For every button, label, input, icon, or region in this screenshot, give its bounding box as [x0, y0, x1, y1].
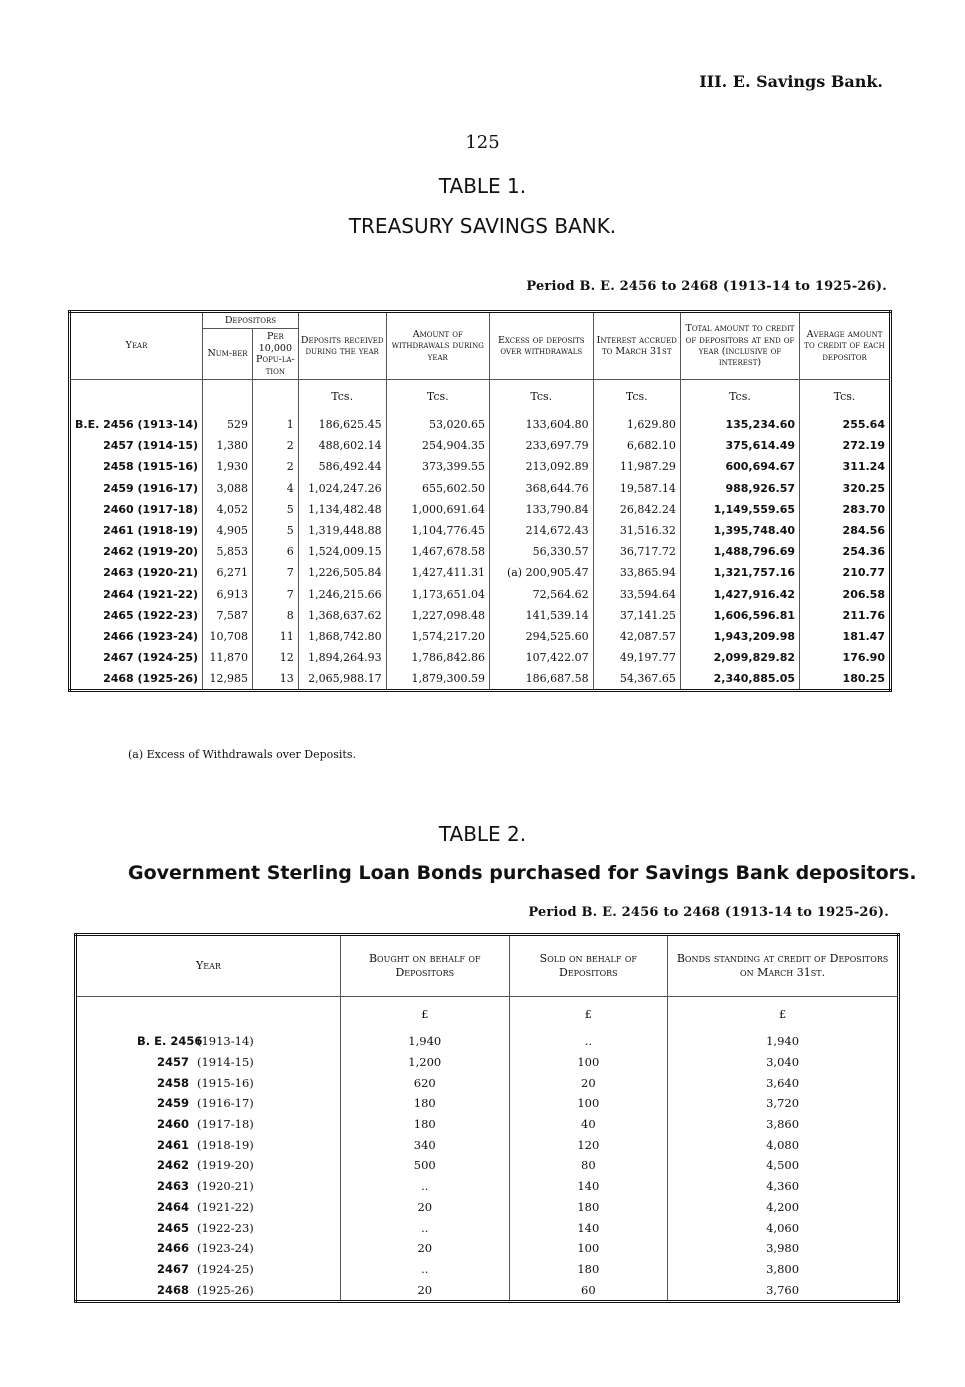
table-cell: 1,524,009.15: [298, 541, 386, 562]
table-row: [70, 520, 891, 541]
table-cell: [76, 1217, 341, 1238]
table-cell: 141,539.14: [489, 605, 593, 626]
table-row: [70, 562, 891, 583]
header-withdrawals: Amount of withdrawals during year: [386, 312, 489, 380]
table-cell: [76, 1072, 341, 1093]
table-cell: 620: [340, 1072, 509, 1093]
header-interest: Interest accrued to March 31st: [593, 312, 680, 380]
unit-label: £: [509, 997, 668, 1032]
table-cell: 13: [253, 668, 299, 691]
table-row: [70, 456, 891, 477]
header-depositors: Depositors: [203, 312, 299, 329]
table-cell: 1,321,757.16: [680, 562, 799, 583]
table-cell: 176.90: [800, 647, 891, 668]
table-cell: 340: [340, 1134, 509, 1155]
be-year: 2459: [156, 1096, 189, 1111]
table-cell: 20: [340, 1279, 509, 1301]
table-cell: 1,395,748.40: [680, 520, 799, 541]
table-cell: 100: [509, 1238, 668, 1259]
table-cell: 1,943,209.98: [680, 626, 799, 647]
be-year: 2461: [156, 1137, 189, 1152]
be-year: 2468: [156, 1282, 189, 1297]
table-cell: 4,360: [668, 1176, 899, 1197]
table-row: [76, 1134, 899, 1155]
table-row: [76, 1072, 899, 1093]
table-cell: 180: [509, 1259, 668, 1280]
table-cell: 5,853: [203, 541, 253, 562]
table-cell: 2463 (1920-21): [70, 562, 203, 583]
table-cell: ..: [340, 1259, 509, 1280]
table-cell: 7: [253, 562, 299, 583]
table-cell: ..: [340, 1217, 509, 1238]
table-cell: 1,227,098.48: [386, 605, 489, 626]
table-cell: 186,625.45: [298, 414, 386, 435]
table-cell: 10,708: [203, 626, 253, 647]
table-cell: [76, 1114, 341, 1135]
table-cell: [76, 1134, 341, 1155]
be-year: 2463: [156, 1179, 189, 1194]
table-cell: 3,980: [668, 1238, 899, 1259]
table-cell: 33,594.64: [593, 583, 680, 604]
table-cell: 2468 (1925-26): [70, 668, 203, 691]
table-cell: 254.36: [800, 541, 891, 562]
table-cell: 60: [509, 1279, 668, 1301]
table-cell: 988,926.57: [680, 478, 799, 499]
table-cell: 100: [509, 1052, 668, 1073]
be-year: 2466: [156, 1241, 189, 1256]
table-cell: 283.70: [800, 499, 891, 520]
table-cell: 6,271: [203, 562, 253, 583]
table-cell: (a) 200,905.47: [489, 562, 593, 583]
table-cell: [76, 1031, 341, 1052]
table-cell: 1,226,505.84: [298, 562, 386, 583]
table-row: [76, 1238, 899, 1259]
table-cell: 1,868,742.80: [298, 626, 386, 647]
table-cell: 2: [253, 456, 299, 477]
table-cell: 210.77: [800, 562, 891, 583]
table-cell: 120: [509, 1134, 668, 1155]
be-year: 2467: [156, 1261, 189, 1276]
table-cell: 214,672.43: [489, 520, 593, 541]
table-cell: 37,141.25: [593, 605, 680, 626]
table-cell: 180.25: [800, 668, 891, 691]
header-number: Num-ber: [203, 329, 253, 380]
year-range: (1924-25): [197, 1261, 254, 1276]
header-year: Year: [76, 935, 341, 997]
table-cell: ..: [340, 1176, 509, 1197]
table-cell: [76, 1259, 341, 1280]
table-row: [70, 414, 891, 435]
table-cell: 135,234.60: [680, 414, 799, 435]
table-cell: 6,913: [203, 583, 253, 604]
table-cell: 72,564.62: [489, 583, 593, 604]
table-cell: 54,367.65: [593, 668, 680, 691]
table-cell: [76, 1176, 341, 1197]
table-cell: 254,904.35: [386, 435, 489, 456]
table-cell: 1,380: [203, 435, 253, 456]
year-range: (1922-23): [197, 1220, 254, 1235]
table-cell: 4,060: [668, 1217, 899, 1238]
table-cell: 255.64: [800, 414, 891, 435]
header-total: Total amount to credit of depositors at end of year (inclusive of interest): [680, 312, 799, 380]
table2-period: Period B. E. 2456 to 2468 (1913-14 to 1925-26).: [528, 905, 889, 920]
table-cell: 272.19: [800, 435, 891, 456]
table-cell: 26,842.24: [593, 499, 680, 520]
header-standing: Bonds standing at credit of Depositors on March 31st.: [668, 935, 899, 997]
table1-period: Period B. E. 2456 to 2468 (1913-14 to 1925-26).: [526, 279, 887, 294]
table-cell: 2466 (1923-24): [70, 626, 203, 647]
table-cell: 1,629.80: [593, 414, 680, 435]
be-year: B. E. 2456: [137, 1034, 203, 1049]
table-cell: 3,720: [668, 1093, 899, 1114]
be-year: 2457: [156, 1055, 189, 1070]
table-row: [76, 1052, 899, 1073]
table-cell: 213,092.89: [489, 456, 593, 477]
year-range: (1913-14): [197, 1034, 254, 1049]
table-row: [76, 1197, 899, 1218]
table-cell: 7,587: [203, 605, 253, 626]
table-cell: 1,000,691.64: [386, 499, 489, 520]
header-bought: Bought on behalf of Depositors: [340, 935, 509, 997]
sterling-bonds-table: [74, 933, 900, 1303]
treasury-savings-table: [68, 310, 892, 692]
table-cell: 5: [253, 520, 299, 541]
table-cell: 4,052: [203, 499, 253, 520]
year-range: (1916-17): [197, 1096, 254, 1111]
year-range: (1917-18): [197, 1117, 254, 1132]
table-cell: 4: [253, 478, 299, 499]
table-cell: 373,399.55: [386, 456, 489, 477]
unit-label: Tcs.: [800, 379, 891, 414]
table-cell: 3,040: [668, 1052, 899, 1073]
table-row: [70, 499, 891, 520]
table-cell: 140: [509, 1217, 668, 1238]
table-cell: 1,940: [340, 1031, 509, 1052]
table-cell: 1,427,411.31: [386, 562, 489, 583]
page-number: 125: [465, 132, 500, 153]
table-row: [70, 626, 891, 647]
unit-label: Tcs.: [298, 379, 386, 414]
table-cell: 181.47: [800, 626, 891, 647]
table-cell: 40: [509, 1114, 668, 1135]
table-row: [76, 1217, 899, 1238]
table-cell: 4,500: [668, 1155, 899, 1176]
table-cell: 12,985: [203, 668, 253, 691]
unit-label: Tcs.: [386, 379, 489, 414]
table-cell: 2457 (1914-15): [70, 435, 203, 456]
table-cell: [76, 1155, 341, 1176]
table-cell: 20: [509, 1072, 668, 1093]
year-range: (1925-26): [197, 1282, 254, 1297]
table-cell: 3,760: [668, 1279, 899, 1301]
table-cell: 42,087.57: [593, 626, 680, 647]
table-cell: 2458 (1915-16): [70, 456, 203, 477]
table-cell: 284.56: [800, 520, 891, 541]
unit-label: Tcs.: [593, 379, 680, 414]
table-cell: 2462 (1919-20): [70, 541, 203, 562]
table-cell: 2459 (1916-17): [70, 478, 203, 499]
be-year: 2460: [156, 1117, 189, 1132]
be-year: 2465: [156, 1220, 189, 1235]
table-cell: 180: [340, 1093, 509, 1114]
table-cell: 488,602.14: [298, 435, 386, 456]
table-cell: 3,860: [668, 1114, 899, 1135]
table-cell: 1,940: [668, 1031, 899, 1052]
year-range: (1920-21): [197, 1179, 254, 1194]
table-cell: 206.58: [800, 583, 891, 604]
table-cell: 4,905: [203, 520, 253, 541]
table-cell: 2467 (1924-25): [70, 647, 203, 668]
table-cell: B.E. 2456 (1913-14): [70, 414, 203, 435]
header-per-10000: Per 10,000 Popu-la-tion: [253, 329, 299, 380]
table-cell: 49,197.77: [593, 647, 680, 668]
header-sold: Sold on behalf of Depositors: [509, 935, 668, 997]
section-header: III. E. Savings Bank.: [699, 72, 883, 91]
table-row: [70, 583, 891, 604]
table-cell: 1,894,264.93: [298, 647, 386, 668]
table-cell: 600,694.67: [680, 456, 799, 477]
header-year: Year: [70, 312, 203, 380]
header-average: Average amount to credit of each depositor: [800, 312, 891, 380]
table-row: [70, 541, 891, 562]
table-cell: 140: [509, 1176, 668, 1197]
table-cell: 1,606,596.81: [680, 605, 799, 626]
table-cell: 529: [203, 414, 253, 435]
year-range: (1918-19): [197, 1137, 254, 1152]
table-cell: 80: [509, 1155, 668, 1176]
table-cell: 6,682.10: [593, 435, 680, 456]
table-cell: 180: [509, 1197, 668, 1218]
table-cell: [76, 1238, 341, 1259]
table-cell: 6: [253, 541, 299, 562]
table-row: [76, 1259, 899, 1280]
table-cell: 294,525.60: [489, 626, 593, 647]
table-cell: 36,717.72: [593, 541, 680, 562]
table-row: [70, 605, 891, 626]
header-excess: Excess of deposits over withdrawals: [489, 312, 593, 380]
table-cell: 2461 (1918-19): [70, 520, 203, 541]
table-cell: 107,422.07: [489, 647, 593, 668]
table-cell: 2,065,988.17: [298, 668, 386, 691]
table-cell: 1,467,678.58: [386, 541, 489, 562]
table-cell: ..: [509, 1031, 668, 1052]
table-cell: 3,088: [203, 478, 253, 499]
table-cell: 1,149,559.65: [680, 499, 799, 520]
table2-title: TABLE 2.: [438, 822, 527, 846]
table-cell: 1,024,247.26: [298, 478, 386, 499]
table-cell: 100: [509, 1093, 668, 1114]
table-cell: 1,104,776.45: [386, 520, 489, 541]
table-row: [76, 1031, 899, 1052]
be-year: 2458: [156, 1075, 189, 1090]
year-range: (1923-24): [197, 1241, 254, 1256]
unit-label: £: [668, 997, 899, 1032]
header-deposits: Deposits received during the year: [298, 312, 386, 380]
table-cell: 211.76: [800, 605, 891, 626]
table-cell: 368,644.76: [489, 478, 593, 499]
table-cell: 31,516.32: [593, 520, 680, 541]
table-cell: 586,492.44: [298, 456, 386, 477]
be-year: 2464: [156, 1199, 189, 1214]
table-cell: 233,697.79: [489, 435, 593, 456]
table-cell: 11: [253, 626, 299, 647]
table-cell: 7: [253, 583, 299, 604]
table2-subtitle: Government Sterling Loan Bonds purchased for Savings Bank depositors.: [128, 862, 917, 884]
table-cell: 1,134,482.48: [298, 499, 386, 520]
be-year: 2462: [156, 1158, 189, 1173]
table-cell: 20: [340, 1238, 509, 1259]
table-cell: 1,368,637.62: [298, 605, 386, 626]
table-cell: 4,080: [668, 1134, 899, 1155]
table-cell: 33,865.94: [593, 562, 680, 583]
table-row: [76, 1279, 899, 1301]
table-cell: 20: [340, 1197, 509, 1218]
table-row: [70, 435, 891, 456]
table-cell: 133,790.84: [489, 499, 593, 520]
table-cell: 2464 (1921-22): [70, 583, 203, 604]
table-cell: 186,687.58: [489, 668, 593, 691]
year-range: (1919-20): [197, 1158, 254, 1173]
table-row: [70, 668, 891, 691]
table-cell: 500: [340, 1155, 509, 1176]
table-cell: 311.24: [800, 456, 891, 477]
table-cell: 1,173,651.04: [386, 583, 489, 604]
table-row: [70, 647, 891, 668]
table1-footnote: (a) Excess of Withdrawals over Deposits.: [128, 748, 356, 761]
unit-label: Tcs.: [680, 379, 799, 414]
table1-title: TABLE 1.: [438, 174, 527, 198]
table-cell: 5: [253, 499, 299, 520]
table-cell: 53,020.65: [386, 414, 489, 435]
table-cell: 180: [340, 1114, 509, 1135]
table-cell: 19,587.14: [593, 478, 680, 499]
table-cell: 3,800: [668, 1259, 899, 1280]
table-cell: 1,786,842.86: [386, 647, 489, 668]
table-cell: 8: [253, 605, 299, 626]
table-cell: 4,200: [668, 1197, 899, 1218]
table-cell: [76, 1093, 341, 1114]
table-cell: 1,319,448.88: [298, 520, 386, 541]
table-cell: 320.25: [800, 478, 891, 499]
table-cell: 375,614.49: [680, 435, 799, 456]
table-cell: 11,870: [203, 647, 253, 668]
table-cell: 2,340,885.05: [680, 668, 799, 691]
year-range: (1921-22): [197, 1199, 254, 1214]
table-cell: [76, 1197, 341, 1218]
table-cell: 56,330.57: [489, 541, 593, 562]
table-row: [76, 1114, 899, 1135]
table-row: [70, 478, 891, 499]
table-cell: 2465 (1922-23): [70, 605, 203, 626]
table-cell: 133,604.80: [489, 414, 593, 435]
table1-subtitle: TREASURY SAVINGS BANK.: [348, 214, 617, 238]
table-cell: 1,879,300.59: [386, 668, 489, 691]
table-cell: 3,640: [668, 1072, 899, 1093]
table-cell: 1,427,916.42: [680, 583, 799, 604]
table-cell: 655,602.50: [386, 478, 489, 499]
table-cell: 2,099,829.82: [680, 647, 799, 668]
table-row: [76, 1093, 899, 1114]
year-range: (1915-16): [197, 1075, 254, 1090]
table-cell: 1,930: [203, 456, 253, 477]
table-cell: 12: [253, 647, 299, 668]
table-cell: 1: [253, 414, 299, 435]
table-cell: [76, 1279, 341, 1301]
unit-label: Tcs.: [489, 379, 593, 414]
table-cell: 2: [253, 435, 299, 456]
table-cell: 1,246,215.66: [298, 583, 386, 604]
year-range: (1914-15): [197, 1055, 254, 1070]
table-row: [76, 1155, 899, 1176]
table-cell: 1,488,796.69: [680, 541, 799, 562]
table-cell: 1,200: [340, 1052, 509, 1073]
table-cell: [76, 1052, 341, 1073]
unit-label: £: [340, 997, 509, 1032]
table-cell: 1,574,217.20: [386, 626, 489, 647]
table-cell: 11,987.29: [593, 456, 680, 477]
table-cell: 2460 (1917-18): [70, 499, 203, 520]
table-row: [76, 1176, 899, 1197]
